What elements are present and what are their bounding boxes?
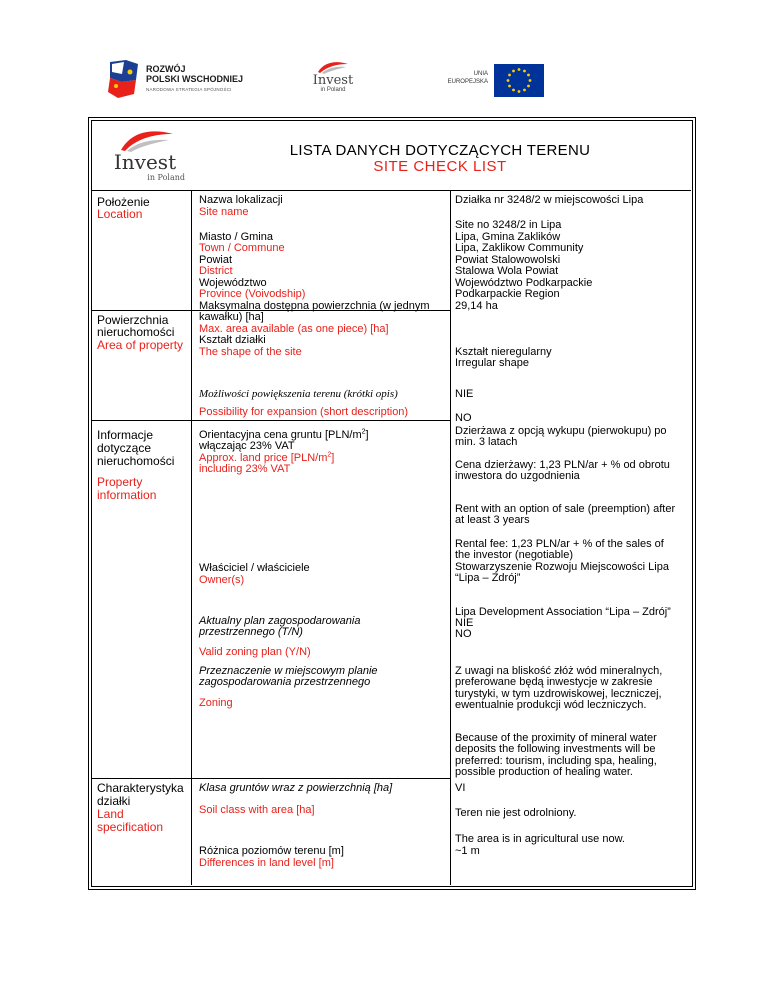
value-owner-pl-1: Stowarzyszenie Rozwoju Miejscowości Lipa	[455, 561, 669, 573]
value-price-en-1: Rent with an option of sale (preemption) after	[455, 503, 676, 515]
rozwoj-polski-wschodniej-logo	[108, 58, 268, 104]
value-soil-1: VI	[455, 782, 466, 794]
label-site-name-en: Site name	[199, 206, 249, 218]
rpw-line2: POLSKI WSCHODNIEJ	[146, 74, 244, 84]
label-province-pl: Województwo	[199, 277, 267, 289]
label-max-area-en: Max. area available (as one piece) [ha]	[199, 323, 389, 335]
european-union-logo	[432, 64, 542, 98]
label-price-pl-1b: ]	[365, 429, 369, 441]
section-area-en: Area of property	[97, 338, 184, 352]
header-logo-sub: in Poland	[147, 173, 185, 182]
value-town-en: Lipa, Zaklikow Community	[455, 242, 584, 254]
top-logos	[0, 58, 768, 108]
label-price-pl-2: włączając 23% VAT	[199, 440, 295, 452]
polish-flag-icon	[108, 60, 140, 98]
col1-divider	[191, 190, 192, 885]
label-shape-pl: Kształt działki	[199, 334, 266, 346]
ribbon-icon	[316, 60, 350, 74]
value-price-en-4: the investor (negotiable)	[455, 549, 574, 561]
invest-in-poland-logo	[105, 128, 185, 184]
value-owner-en: Lipa Development Association “Lipa – Zdrój”	[455, 606, 671, 618]
value-soil-3: The area is in agricultural use now.	[455, 833, 625, 845]
label-zoning-plan-en: Valid zoning plan (Y/N)	[199, 646, 311, 658]
label-level-pl: Różnica poziomów terenu [m]	[199, 845, 344, 857]
value-owner-pl-2: “Lipa – Zdrój”	[455, 572, 521, 584]
value-level: ~1 m	[455, 845, 480, 857]
value-shape-en: Irregular shape	[455, 357, 529, 369]
label-price-en-1b: ]	[331, 452, 335, 464]
header-logo-word: Invest	[113, 150, 177, 174]
section-info-en-2: information	[97, 488, 157, 502]
label-expansion-pl: Możliwości powiększenia terenu (krótki opis)	[199, 388, 398, 400]
label-shape-en: The shape of the site	[199, 346, 302, 358]
label-province-en: Province (Voivodship)	[199, 288, 306, 300]
invest-in-poland-logo-small	[308, 60, 358, 104]
label-town-en: Town / Commune	[199, 242, 285, 254]
rpw-tagline: NARODOWA STRATEGIA SPÓJNOŚCI	[146, 87, 232, 92]
label-town-pl: Miasto / Gmina	[199, 231, 273, 243]
section-spec-pl-2: działki	[97, 794, 131, 808]
label-zoning-pl-2: zagospodarowania przestrzennego	[199, 676, 371, 688]
value-price-pl-2: min. 3 latach	[455, 436, 518, 448]
eu-flag-icon	[494, 64, 544, 97]
label-site-name-pl: Nazwa lokalizacji	[199, 194, 283, 206]
value-site-name-pl: Działka nr 3248/2 w miejscowości Lipa	[455, 194, 644, 206]
value-price-pl-4: inwestora do uzgodnienia	[455, 470, 580, 482]
value-province-en: Podkarpackie Region	[455, 288, 560, 300]
label-price-en-1a: Approx. land price [PLN/m	[199, 452, 328, 464]
value-zoning-en-3: preferred: tourism, including spa, healing,	[455, 755, 657, 767]
ue-line2: EUROPEJSKA	[447, 79, 488, 85]
value-price-en-3: Rental fee: 1,23 PLN/ar + % of the sales of	[455, 538, 664, 550]
page-title-pl: LISTA DANYCH DOTYCZĄCYCH TERENU	[289, 142, 591, 159]
section-area-pl-2: nieruchomości	[97, 325, 175, 339]
value-max-area: 29,14 ha	[455, 300, 498, 312]
section-info-pl-2: dotyczące	[97, 441, 152, 455]
section-info-en-1: Property	[97, 475, 143, 489]
row-divider-info	[91, 420, 451, 421]
value-district-en: Stalowa Wola Powiat	[455, 265, 559, 277]
section-location-en: Location	[97, 207, 143, 221]
section-location-pl: Położenie	[97, 195, 150, 209]
rpw-line1: ROZWÓJ	[146, 64, 186, 74]
label-soil-pl: Klasa gruntów wraz z powierzchnią [ha]	[199, 782, 393, 794]
label-zoning-plan-pl-1: Aktualny plan zagospodarowania	[199, 615, 361, 627]
label-owner-en: Owner(s)	[199, 574, 245, 586]
row-divider-spec	[91, 778, 451, 779]
ribbon-icon	[119, 128, 175, 152]
value-zoning-en-4: possible production of healing water.	[455, 766, 633, 778]
value-zoning-en-2: deposits the following investments will be	[455, 743, 656, 755]
section-info-pl-1: Informacje	[97, 428, 154, 442]
label-zoning-plan-pl-2: przestrzennego (T/N)	[199, 626, 303, 638]
value-zoning-pl-4: ewentualnie produkcji wód leczniczych.	[455, 699, 647, 711]
label-price-pl-1a: Orientacyjna cena gruntu [PLN/m	[199, 429, 362, 441]
page-title-en: SITE CHECK LIST	[373, 158, 507, 175]
section-spec-pl-1: Charakterystyka	[97, 781, 184, 795]
value-zoning-en-1: Because of the proximity of mineral water	[455, 732, 657, 744]
value-site-name-en: Site no 3248/2 in Lipa	[455, 219, 562, 231]
label-max-area-pl-1: Maksymalna dostępna powierzchnia (w jednym	[199, 300, 430, 312]
label-max-area-pl-2: kawałku) [ha]	[199, 311, 264, 323]
label-level-en: Differences in land level [m]	[199, 857, 334, 869]
value-province-pl: Województwo Podkarpackie	[455, 277, 593, 289]
value-soil-2: Teren nie jest odrolniony.	[455, 807, 577, 819]
value-expansion-en: NO	[455, 412, 472, 424]
value-zoning-pl-2: preferowane będą inwestycje w zakresie	[455, 676, 653, 688]
value-district-pl: Powiat Stalowowolski	[455, 254, 561, 266]
ue-line1: UNIA	[473, 71, 488, 77]
value-expansion-pl: NIE	[455, 388, 474, 400]
value-zoning-pl-3: turystyki, w tym uzdrowiskowej, leczniczej,	[455, 688, 662, 700]
label-district-en: District	[199, 265, 233, 277]
section-spec-en-1: Land	[97, 807, 124, 821]
value-price-en-2: at least 3 years	[455, 514, 530, 526]
superscript-2: 2	[361, 428, 366, 436]
label-price-en-2: including 23% VAT	[199, 463, 291, 475]
value-zoning-plan-en: NO	[455, 628, 472, 640]
label-expansion-en: Possibility for expansion (short description)	[199, 406, 409, 418]
superscript-2: 2	[327, 451, 332, 459]
iip-word: Invest	[312, 73, 354, 88]
value-shape-pl: Kształt nieregularny	[455, 346, 552, 358]
label-district-pl: Powiat	[199, 254, 233, 266]
value-price-pl-1: Dzierżawa z opcją wykupu (pierwokupu) po	[455, 425, 667, 437]
value-zoning-plan-pl: NIE	[455, 617, 474, 629]
iip-sub: in Poland	[320, 87, 346, 93]
section-area-pl-1: Powierzchnia	[97, 313, 169, 327]
section-info-pl-3: nieruchomości	[97, 454, 175, 468]
label-owner-pl: Właściciel / właściciele	[199, 562, 310, 574]
label-zoning-en: Zoning	[199, 697, 233, 709]
value-price-pl-3: Cena dzierżawy: 1,23 PLN/ar + % od obrotu	[455, 459, 670, 471]
label-soil-en: Soil class with area [ha]	[199, 804, 315, 816]
value-town-pl: Lipa, Gmina Zaklików	[455, 231, 561, 243]
value-zoning-pl-1: Z uwagi na bliskość złóż wód mineralnych,	[455, 665, 663, 677]
label-zoning-pl-1: Przeznaczenie w miejscowym planie	[199, 665, 378, 677]
header-divider	[91, 190, 691, 191]
col2-divider	[450, 190, 451, 885]
section-spec-en-2: specification	[97, 820, 164, 834]
